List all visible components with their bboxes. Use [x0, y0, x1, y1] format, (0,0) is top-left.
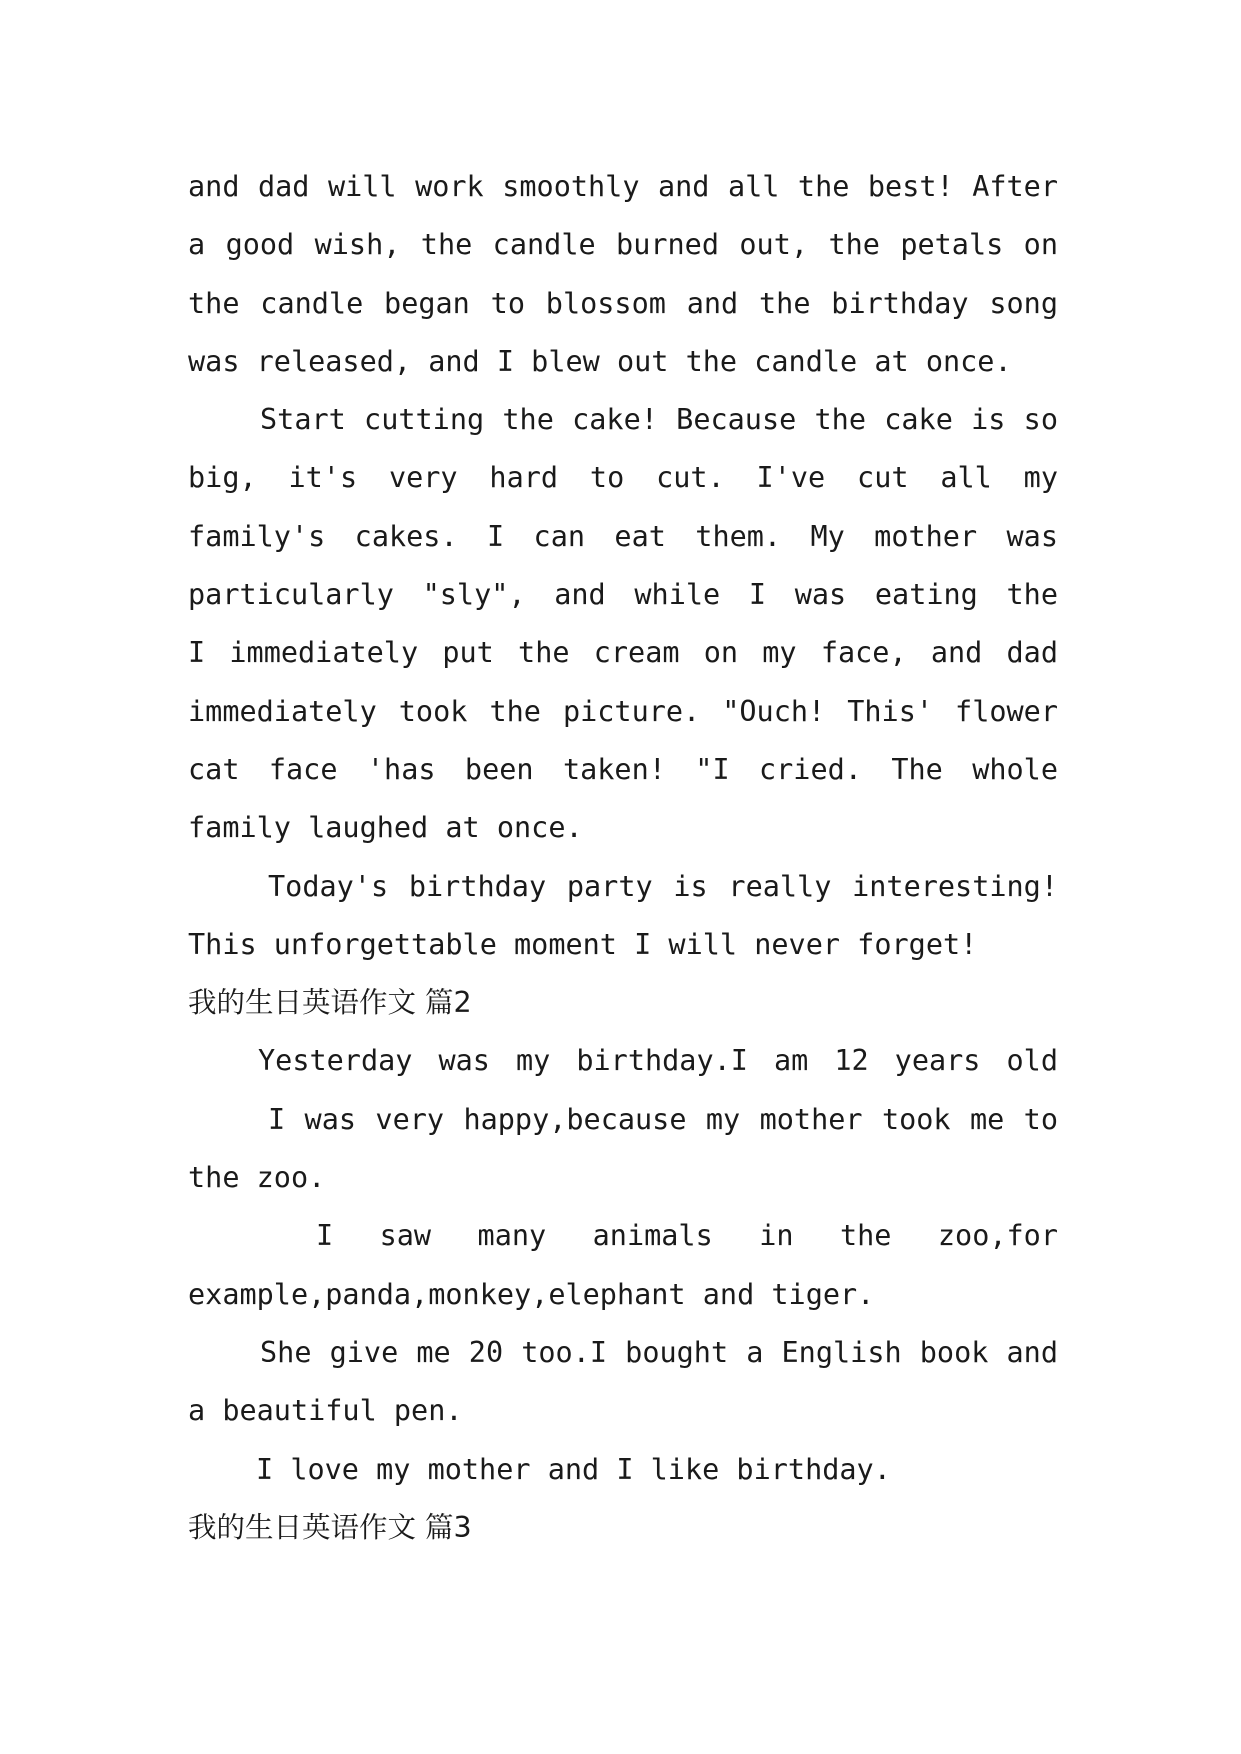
text-line: was released, and I blew out the candle at once. [188, 344, 1012, 378]
text-line: a good wish, the candle burned out, the petals on [188, 228, 1058, 262]
text-line: I was very happy,because my mother took me to [268, 1102, 1058, 1136]
text-line: example,panda,monkey,elephant and tiger. [188, 1277, 875, 1311]
text-line: This unforgettable moment I will never forget! [188, 927, 978, 961]
text-line: She give me 20 too.I bought a English book and [260, 1335, 1058, 1369]
text-line: the zoo. [188, 1161, 326, 1195]
section-heading: 我的生日英语作文 篇2 [188, 986, 472, 1020]
text-line: Yesterday was my birthday.I am 12 years old [258, 1044, 1058, 1078]
text-line: family laughed at once. [188, 811, 583, 845]
text-line: a beautiful pen. [188, 1394, 463, 1428]
text-line: particularly "sly", and while I was eating the [188, 578, 1058, 612]
text-line: big, it's very hard to cut. I've cut all my [188, 461, 1058, 495]
text-line: I love my mother and I like birthday. [256, 1452, 891, 1486]
text-line: I saw many animals in the zoo,for [316, 1219, 1058, 1253]
section-heading: 我的生日英语作文 篇3 [188, 1510, 472, 1544]
text-line: and dad will work smoothly and all the best! After [188, 170, 1058, 203]
text-line: cat face 'has been taken! "I cried. The whole [188, 752, 1058, 786]
text-line: Start cutting the cake! Because the cake is so [260, 403, 1058, 437]
document-body [188, 158, 1058, 1557]
text-line: Today's birthday party is really interesting! [268, 869, 1058, 903]
text-line: family's cakes. I can eat them. My mother was [188, 519, 1058, 553]
text-line: the candle began to blossom and the birthday song [188, 286, 1058, 320]
text-line: I immediately put the cream on my face, and dad [188, 636, 1058, 670]
text-line: immediately took the picture. "Ouch! This' flower [188, 694, 1058, 728]
